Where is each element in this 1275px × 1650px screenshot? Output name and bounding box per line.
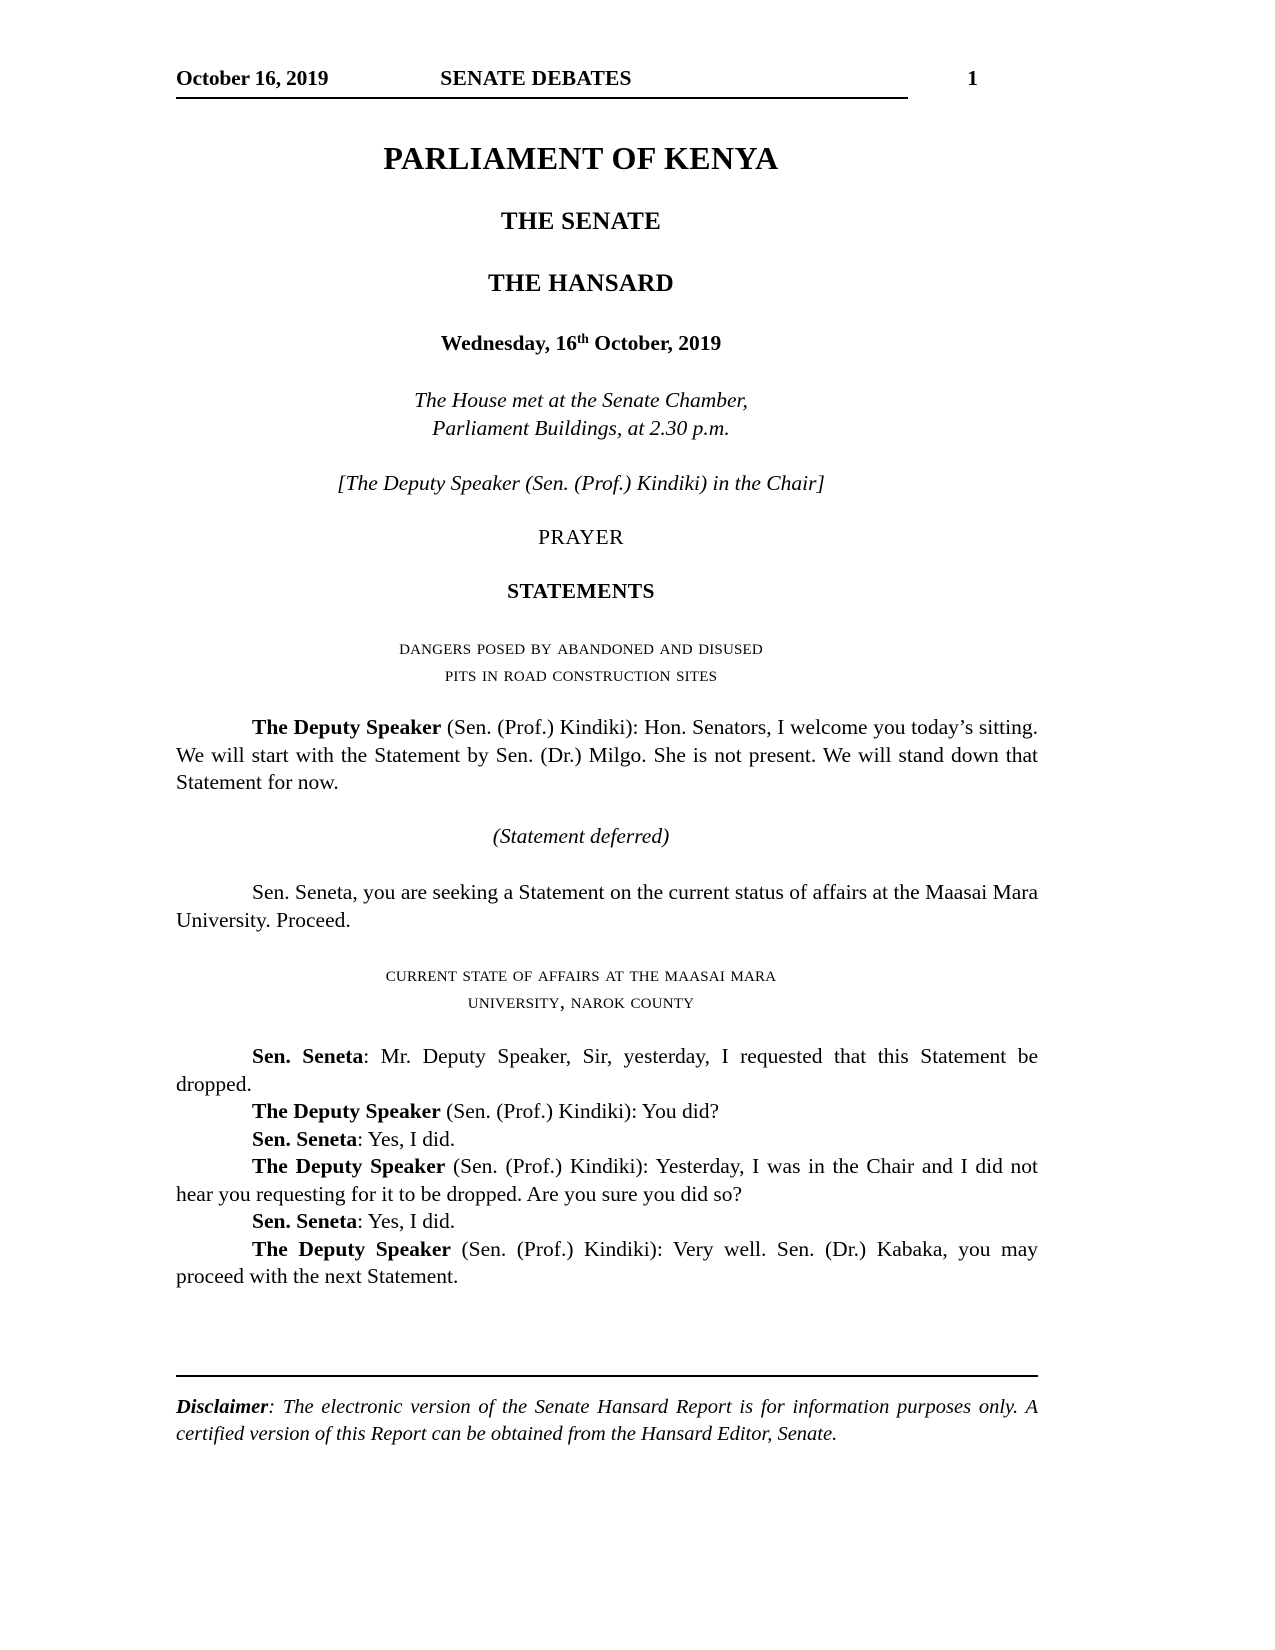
paragraph-text: Sen. Seneta, you are seeking a Statement on the current status of affairs at the Maasai Mara University. Proceed. (176, 880, 1038, 932)
header-rule (176, 97, 908, 99)
dialogue-line (176, 1098, 1038, 1126)
header-date: October 16, 2019 (176, 66, 329, 90)
house-met-line-1: The House met at the Senate Chamber, (414, 388, 748, 412)
statement-2-title-line-2: university, narok county (467, 989, 695, 1013)
dialogue-line (176, 1208, 1038, 1236)
dialogue-line (176, 1236, 1038, 1291)
speech-text: (Sen. (Prof.) Kindiki): You did? (440, 1099, 720, 1123)
house-met-line-2: Parliament Buildings, at 2.30 p.m. (432, 416, 730, 440)
house-name: THE SENATE (500, 208, 662, 235)
speaker-name: The Deputy Speaker (252, 1236, 451, 1261)
speaker-name: Sen. Seneta (252, 1126, 358, 1151)
sitting-date-rest: October, 2019 (588, 331, 722, 355)
disclaimer-text: : The electronic version of the Senate Hansard Report is for information purposes only. A certified version of this Report can be obtained from the Hansard Editor, Senate. (176, 1396, 1038, 1445)
sitting-date-ordinal: th (576, 331, 589, 347)
statements-heading: STATEMENTS (507, 579, 655, 603)
speech-text: : Yes, I did. (357, 1126, 456, 1151)
speech-text: (Sen. (Prof.) Kindiki): Hon. Senators, I welcome you today’s sitting. We will start with the Statement by Sen. (Dr.) Milgo. She is not present. We will stand down that Statement for now. (176, 715, 1038, 794)
statement-2-title (176, 961, 986, 1015)
statement-1-title (176, 634, 986, 688)
speech-text: (Sen. (Prof.) Kindiki): Yesterday, I was in the Chair and I did not hear you requesting for it to be dropped. Are you sure you did so? (176, 1154, 1039, 1206)
statement-deferred-note: (Statement deferred) (492, 824, 670, 848)
statement-2-title-line-1: current state of affairs at the maasai mara (385, 962, 777, 986)
dialogue-line (176, 1043, 1038, 1098)
speech-text: : Yes, I did. (357, 1209, 456, 1233)
speaker-name: The Deputy Speaker (252, 1154, 446, 1178)
speech-text: : Mr. Deputy Speaker, Sir, yesterday, I requested that this Statement be dropped. (176, 1044, 1038, 1096)
speech-text: (Sen. (Prof.) Kindiki): Very well. Sen. (Dr.) Kabaka, you may proceed with the next Statement. (176, 1236, 1038, 1288)
paragraph-text (176, 714, 1038, 797)
speaker-name: Sen. Seneta (252, 1044, 364, 1068)
disclaimer-label: Disclaimer (176, 1396, 269, 1418)
prayer-heading: PRAYER (538, 525, 624, 549)
paragraph-seneta-prompt (176, 879, 1038, 934)
statement-1-title-line-2: pits in road construction sites (444, 662, 718, 686)
page-header (176, 66, 986, 100)
document-title: PARLIAMENT OF KENYA (383, 140, 779, 176)
footer-rule (176, 1375, 1038, 1377)
speaker-name: The Deputy Speaker (252, 1099, 441, 1123)
sitting-date (176, 331, 986, 356)
dialogue-line (176, 1126, 1038, 1154)
publication-name: THE HANSARD (488, 270, 674, 297)
page-number: 1 (967, 66, 978, 90)
sitting-date-day: Wednesday, 16 (440, 331, 577, 355)
dialogue-block (176, 1043, 1038, 1291)
statement-1-title-line-1: dangers posed by abandoned and disused (399, 635, 763, 659)
dialogue-line (176, 1153, 1038, 1208)
paragraph-deputy-speaker-welcome (176, 714, 1038, 797)
page-header-row (176, 66, 986, 96)
speaker-name: Sen. Seneta (252, 1209, 358, 1233)
header-title: SENATE DEBATES (440, 66, 632, 90)
chair-line: [The Deputy Speaker (Sen. (Prof.) Kindiki) in the Chair] (337, 471, 825, 495)
speaker-name: The Deputy Speaker (252, 715, 442, 739)
disclaimer (176, 1394, 1038, 1448)
